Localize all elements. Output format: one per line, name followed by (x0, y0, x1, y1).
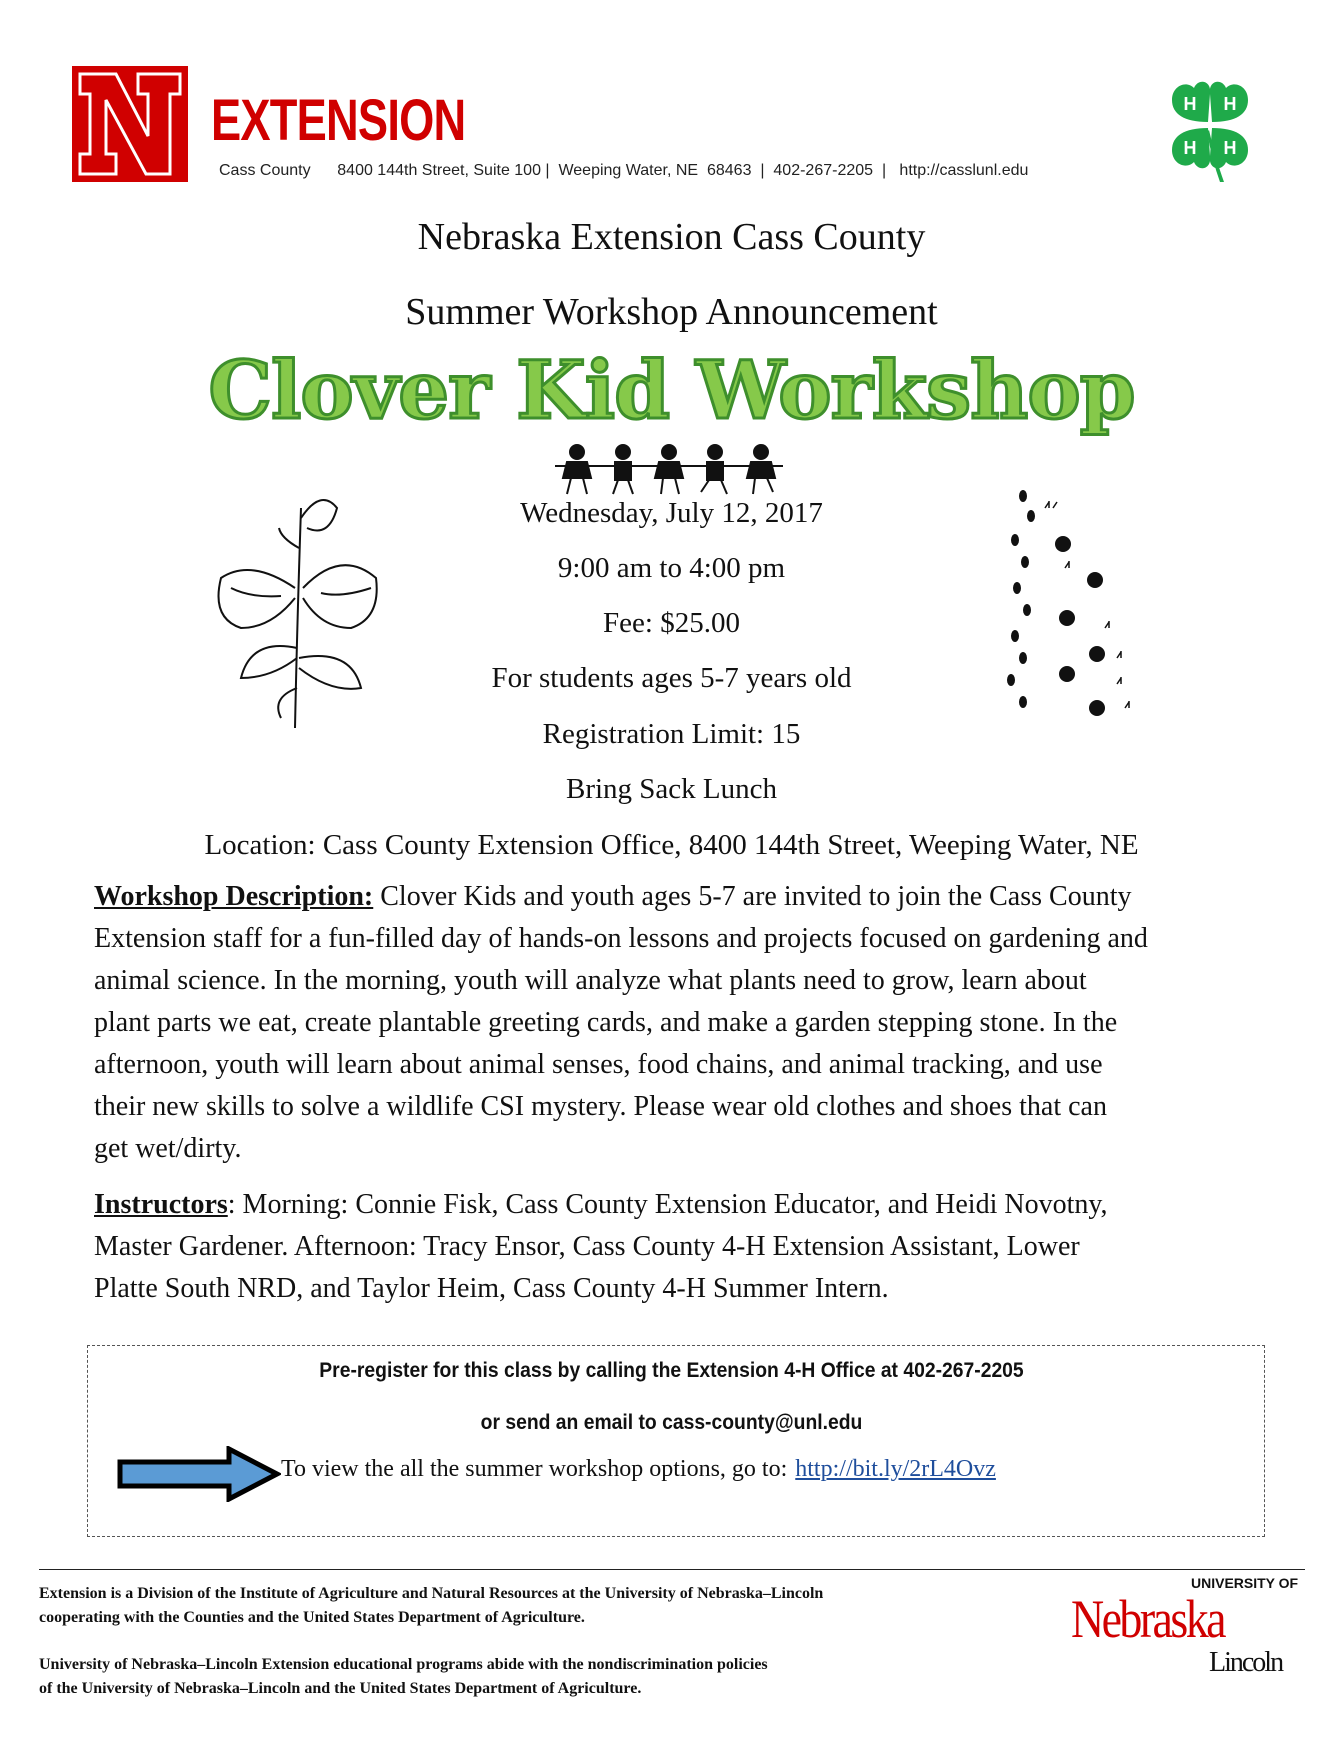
instructors-label: Instructors (94, 1189, 228, 1220)
description-text: afternoon, youth will learn about animal senses, food chains, and animal tracking, and use (94, 1049, 1103, 1080)
instructors-text: : Morning: Connie Fisk, Cass County Extension Educator, and Heidi Novotny, (227, 1189, 1108, 1220)
footer-text: of the University of Nebraska–Lincoln and the United States Department of Agriculture. (39, 1680, 642, 1697)
description-text: their new skills to solve a wildlife CSI mystery. Please wear old clothes and shoes that can (94, 1091, 1107, 1122)
extension-wordmark: EXTENSION (211, 88, 466, 153)
instructors-text: Platte South NRD, and Taylor Heim, Cass County 4-H Summer Intern. (94, 1273, 889, 1304)
description-text: Clover Kids and youth ages 5-7 are invited to join the Cass County (373, 881, 1132, 912)
workshop-options-line (281, 1456, 996, 1483)
instructors-section (94, 1184, 1294, 1310)
4h-clover-logo (1154, 70, 1266, 182)
page-subtitle: Summer Workshop Announcement (405, 291, 938, 333)
workshop-options-link[interactable]: http://bit.ly/2rL4Ovz (795, 1456, 996, 1482)
description-text: get wet/dirty. (94, 1133, 242, 1164)
event-ages: For students ages 5-7 years old (491, 662, 852, 694)
workshop-description (94, 876, 1294, 1170)
lunch-note: Bring Sack Lunch (565, 773, 777, 805)
dancing-kids-illustration (555, 442, 783, 498)
contact-address-line: Cass County 8400 144th Street, Suite 100 | Weeping Water, NE 68463 | 402-267-2205 | http://casslunl.edu (219, 162, 1029, 179)
svg-text:H: H (1183, 94, 1197, 114)
workshop-title: Clover Kid Workshop (208, 343, 1135, 437)
footer-text: cooperating with the Counties and the United States Department of Agriculture. (39, 1609, 585, 1626)
workshop-options-text: To view the all the summer workshop options, go to: (281, 1456, 788, 1482)
description-text: Extension staff for a fun-filled day of hands-on lessons and projects focused on gardening and (94, 923, 1148, 954)
event-fee: Fee: $25.00 (603, 607, 740, 639)
event-date: Wednesday, July 12, 2017 (520, 497, 823, 529)
preregister-email-text: or send an email to cass-county@unl.edu (480, 1411, 863, 1434)
footer-text: University of Nebraska–Lincoln Extension educational programs abide with the nondiscrimination policies (39, 1656, 768, 1673)
right-arrow-icon (117, 1446, 281, 1502)
university-of-nebraska-lincoln-logo (1071, 1576, 1311, 1680)
footer-text: Extension is a Division of the Institute of Agriculture and Natural Resources at the University of Nebraska–Lincoln (39, 1585, 824, 1602)
svg-text:H: H (1183, 138, 1197, 158)
svg-text:H: H (1223, 138, 1237, 158)
event-time: 9:00 am to 4:00 pm (557, 552, 786, 584)
description-label: Workshop Description: (94, 881, 374, 912)
logo-nebraska: Nebraska (1071, 1589, 1224, 1649)
logo-university-of: UNIVERSITY OF (1191, 1575, 1299, 1591)
description-text: plant parts we eat, create plantable greeting cards, and make a garden stepping stone. In the (94, 1007, 1118, 1038)
event-location: Location: Cass County Extension Office, 8400 144th Street, Weeping Water, NE (204, 829, 1139, 861)
nebraska-n-logo (72, 66, 188, 182)
svg-text:H: H (1223, 94, 1237, 114)
page-title: Nebraska Extension Cass County (417, 216, 926, 258)
instructors-text: Master Gardener. Afternoon: Tracy Ensor, Cass County 4-H Extension Assistant, Lower (94, 1231, 1080, 1262)
registration-limit: Registration Limit: 15 (542, 718, 801, 750)
preregister-call-text: Pre-register for this class by calling the Extension 4-H Office at 402-267-2205 (319, 1359, 1024, 1382)
logo-lincoln: Lincoln (1209, 1647, 1283, 1678)
description-text: animal science. In the morning, youth will analyze what plants need to grow, learn about (94, 965, 1087, 996)
footer-divider (39, 1569, 1305, 1570)
